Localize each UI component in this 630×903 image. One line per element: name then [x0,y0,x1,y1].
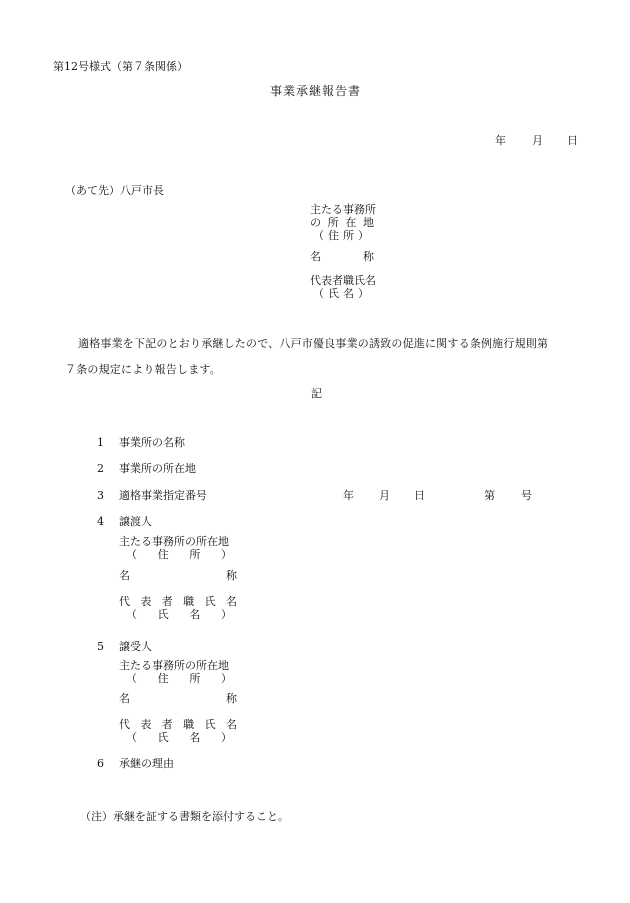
item-3-month: 月 [379,489,390,502]
item-3-day: 日 [414,489,425,502]
item-4-rep-name-char: 名 [189,608,201,621]
item-4-rep-char: 者 [161,595,173,608]
item-5-location: 主たる事務所の所在地 [119,659,229,672]
ki-heading: 記 [311,387,322,400]
sender-rep-name-char: （ [313,287,324,300]
item-4-number: 4 [97,515,104,528]
item-4-rep-name-char: （ [126,608,137,621]
sender-location-line1: 主たる事務所 [310,203,376,216]
item-5-name [119,692,237,706]
item-5-rep-char: 代 [119,718,130,731]
item-5-rep-name-char: 氏 [157,731,169,744]
sender-rep-name-char: ） [358,287,369,300]
date-month-label: 月 [532,134,543,147]
item-4-rep-char: 代 [119,595,130,608]
item-5-address-char: 住 [157,672,169,685]
sender-address-char: ） [358,229,369,242]
item-4-address-char: 所 [189,548,201,561]
item-3-year: 年 [343,489,354,502]
item-5-rep-char: 氏 [204,718,216,731]
item-5-label: 譲受人 [119,640,152,653]
sender-location-char: の [310,216,321,229]
item-4-representative [119,595,237,609]
item-3-number: 3 [97,489,104,502]
sender-location-char: 在 [345,216,357,229]
sender-representative: 代表者職氏名 [310,274,376,287]
sender-name-char: 称 [363,250,374,263]
sender-address-char: 所 [343,229,354,242]
item-4-address-char: 住 [157,548,169,561]
item-4-rep-char: 職 [183,595,195,608]
sender-rep-name-paren [313,287,369,301]
sender-address-char: 住 [328,229,339,242]
item-4-address [126,548,232,562]
body-line-2: ７条の規定により報告します。 [65,363,221,376]
item-5-rep-name [126,731,232,745]
item-4-address-char: ） [220,548,232,561]
item-4-name-char: 称 [226,569,237,582]
item-3-dai: 第 [484,489,495,502]
sender-rep-name-char: 名 [343,287,354,300]
item-5-rep-char: 職 [183,718,195,731]
sender-rep-name-char: 氏 [328,287,339,300]
item-5-rep-name-char: 名 [189,731,201,744]
item-5-address [126,672,232,686]
item-4-rep-name-char: 氏 [157,608,169,621]
item-3-label: 適格事業指定番号 [119,489,207,502]
sender-address-char: （ [313,229,324,242]
item-5-rep-char: 表 [140,718,152,731]
item-4-name [119,569,237,583]
item-5-rep-name-char: （ [126,731,137,744]
item-4-rep-char: 表 [140,595,152,608]
item-5-address-char: 所 [189,672,201,685]
item-5-rep-char: 名 [225,718,237,731]
sender-location-char: 所 [327,216,339,229]
item-4-rep-name-char: ） [220,608,232,621]
item-5-rep-char: 者 [161,718,173,731]
item-5-address-char: （ [126,672,137,685]
item-4-name-char: 名 [119,569,130,582]
addressee: （あて先）八戸市長 [65,184,164,197]
item-6-number: 6 [97,757,104,770]
item-2-label: 事業所の所在地 [119,462,196,475]
item-1-label: 事業所の名称 [119,436,185,449]
item-4-location: 主たる事務所の所在地 [119,535,229,548]
sender-name-label [310,250,374,264]
item-5-name-char: 称 [226,692,237,705]
item-3-go: 号 [521,489,532,502]
date-day-label: 日 [567,134,578,147]
sender-location-char: 地 [362,216,374,229]
document-title: 事業承継報告書 [270,84,362,98]
item-5-rep-name-char: ） [220,731,232,744]
item-2-number: 2 [97,462,104,475]
sender-location-line2 [310,216,374,230]
item-4-rep-char: 氏 [204,595,216,608]
body-line-1: 適格事業を下記のとおり承継したので、八戸市優良事業の誘致の促進に関する条例施行規則第 [78,337,549,350]
item-6-label: 承継の理由 [119,757,174,770]
item-5-address-char: ） [220,672,232,685]
date-year-label: 年 [495,134,506,147]
sender-address-paren [313,229,369,243]
item-5-number: 5 [97,640,104,653]
footnote: （注）承継を証する書類を添付すること。 [80,810,289,823]
sender-name-char: 名 [310,250,321,263]
item-5-representative [119,718,237,732]
item-4-rep-char: 名 [225,595,237,608]
item-1-number: 1 [97,436,104,449]
item-5-name-char: 名 [119,692,130,705]
item-4-label: 譲渡人 [119,515,152,528]
form-number: 第12号様式（第７条関係） [53,60,188,73]
item-4-address-char: （ [126,548,137,561]
item-4-rep-name [126,608,232,622]
